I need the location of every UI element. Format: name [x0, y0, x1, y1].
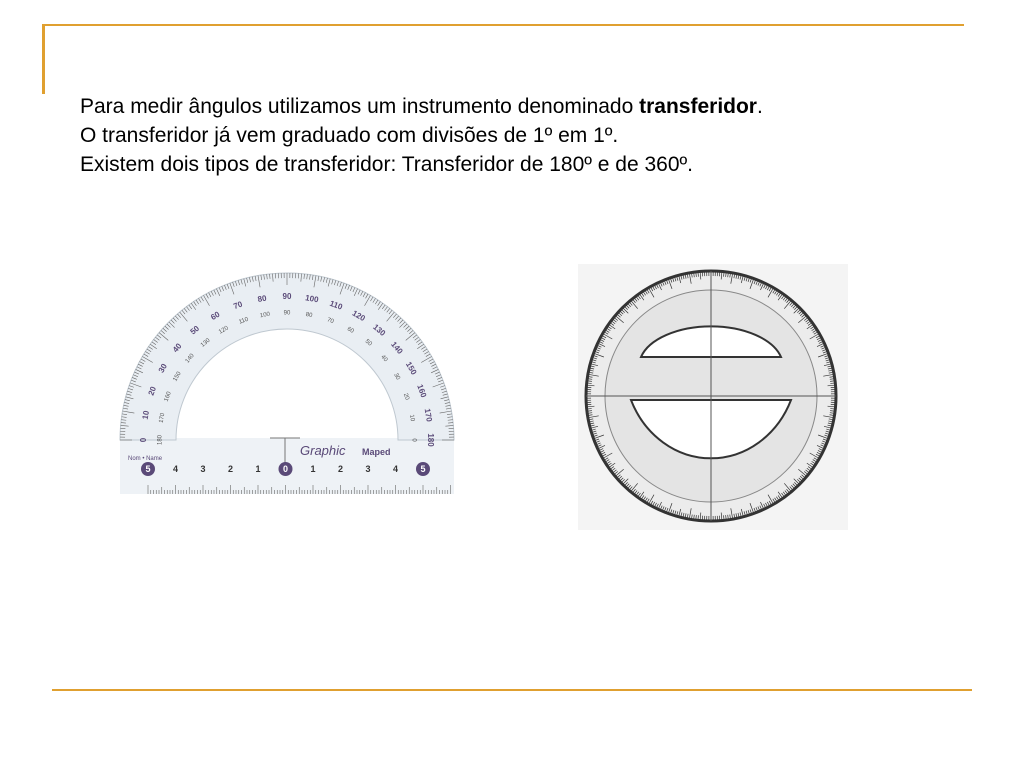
inner-degree-label: 110 — [238, 316, 250, 326]
outer-degree-label: 80 — [256, 293, 268, 304]
outer-degree-label: 140 — [389, 339, 405, 356]
ruler-mark-label: 0 — [282, 464, 289, 474]
ruler-mark-label: 5 — [420, 464, 426, 474]
text-line-1-start: Para medir ângulos utilizamos um instrumento denominado — [80, 95, 640, 118]
slide-text — [80, 92, 763, 179]
outer-degree-label: 130 — [371, 322, 388, 338]
inner-degree-label: 80 — [305, 311, 313, 320]
inner-degree-label: 20 — [401, 392, 410, 401]
outer-degree-label: 180 — [425, 433, 435, 447]
outer-degree-label: 50 — [188, 323, 202, 337]
ruler-mark-label: 5 — [145, 464, 151, 474]
protractor-180-maker: Maped — [362, 447, 391, 457]
outer-degree-label: 90 — [282, 292, 292, 302]
outer-degree-label: 30 — [156, 362, 169, 375]
outer-degree-label: 150 — [403, 360, 419, 377]
inner-degree-label: 70 — [326, 317, 335, 326]
ruler-mark-label: 1 — [255, 464, 261, 474]
top-horizontal-rule — [42, 24, 964, 26]
outer-degree-label: 60 — [209, 309, 222, 322]
protractor-360-image — [578, 264, 848, 530]
protractor-180-brand: Graphic — [300, 443, 346, 458]
inner-degree-label: 10 — [407, 414, 416, 422]
outer-degree-label: 170 — [422, 407, 434, 423]
protractor-180-name-label: Nom • Name — [128, 456, 163, 462]
inner-degree-label: 60 — [345, 326, 355, 335]
ruler-mark-label: 1 — [310, 464, 316, 474]
inner-degree-label: 150 — [172, 370, 183, 383]
outer-degree-label: 0 — [139, 437, 149, 443]
ruler-mark-label: 3 — [200, 464, 206, 474]
keyword-transferidor: transferidor — [639, 95, 757, 118]
ruler-mark-label: 2 — [227, 464, 234, 474]
protractor-180-image — [118, 268, 458, 498]
text-line-3: Existem dois tipos de transferidor: Transferidor de 180º e de 360º. — [80, 153, 693, 176]
inner-degree-label: 90 — [283, 310, 291, 317]
outer-degree-label: 160 — [415, 383, 429, 399]
outer-degree-label: 20 — [146, 385, 159, 397]
outer-degree-label: 10 — [140, 409, 151, 421]
inner-degree-label: 50 — [363, 338, 373, 348]
ruler-mark-label: 4 — [392, 464, 399, 474]
inner-degree-label: 40 — [379, 354, 389, 364]
outer-degree-label: 40 — [170, 341, 184, 355]
bottom-horizontal-rule — [52, 689, 972, 691]
inner-degree-label: 140 — [184, 352, 196, 365]
inner-degree-label: 0 — [410, 438, 417, 442]
inner-degree-label: 120 — [217, 325, 230, 336]
text-line-1 — [80, 92, 763, 121]
inner-degree-label: 170 — [158, 412, 167, 424]
inner-degree-label: 30 — [392, 372, 401, 382]
ruler-mark-label: 3 — [365, 464, 371, 474]
outer-degree-label: 120 — [350, 308, 367, 324]
inner-degree-label: 160 — [163, 391, 173, 403]
top-left-vertical-rule — [42, 24, 45, 94]
text-line-2: O transferidor já vem graduado com divisões de 1º em 1º. — [80, 124, 619, 147]
inner-degree-label: 130 — [199, 337, 212, 349]
outer-degree-label: 70 — [232, 299, 244, 312]
inner-degree-label: 100 — [259, 311, 271, 320]
outer-degree-label: 110 — [328, 298, 344, 312]
ruler-mark-label: 2 — [337, 464, 344, 474]
text-line-1-end: . — [756, 95, 763, 118]
inner-degree-label: 180 — [157, 434, 164, 446]
ruler-mark-label: 4 — [172, 464, 179, 474]
outer-degree-label: 100 — [304, 293, 320, 305]
